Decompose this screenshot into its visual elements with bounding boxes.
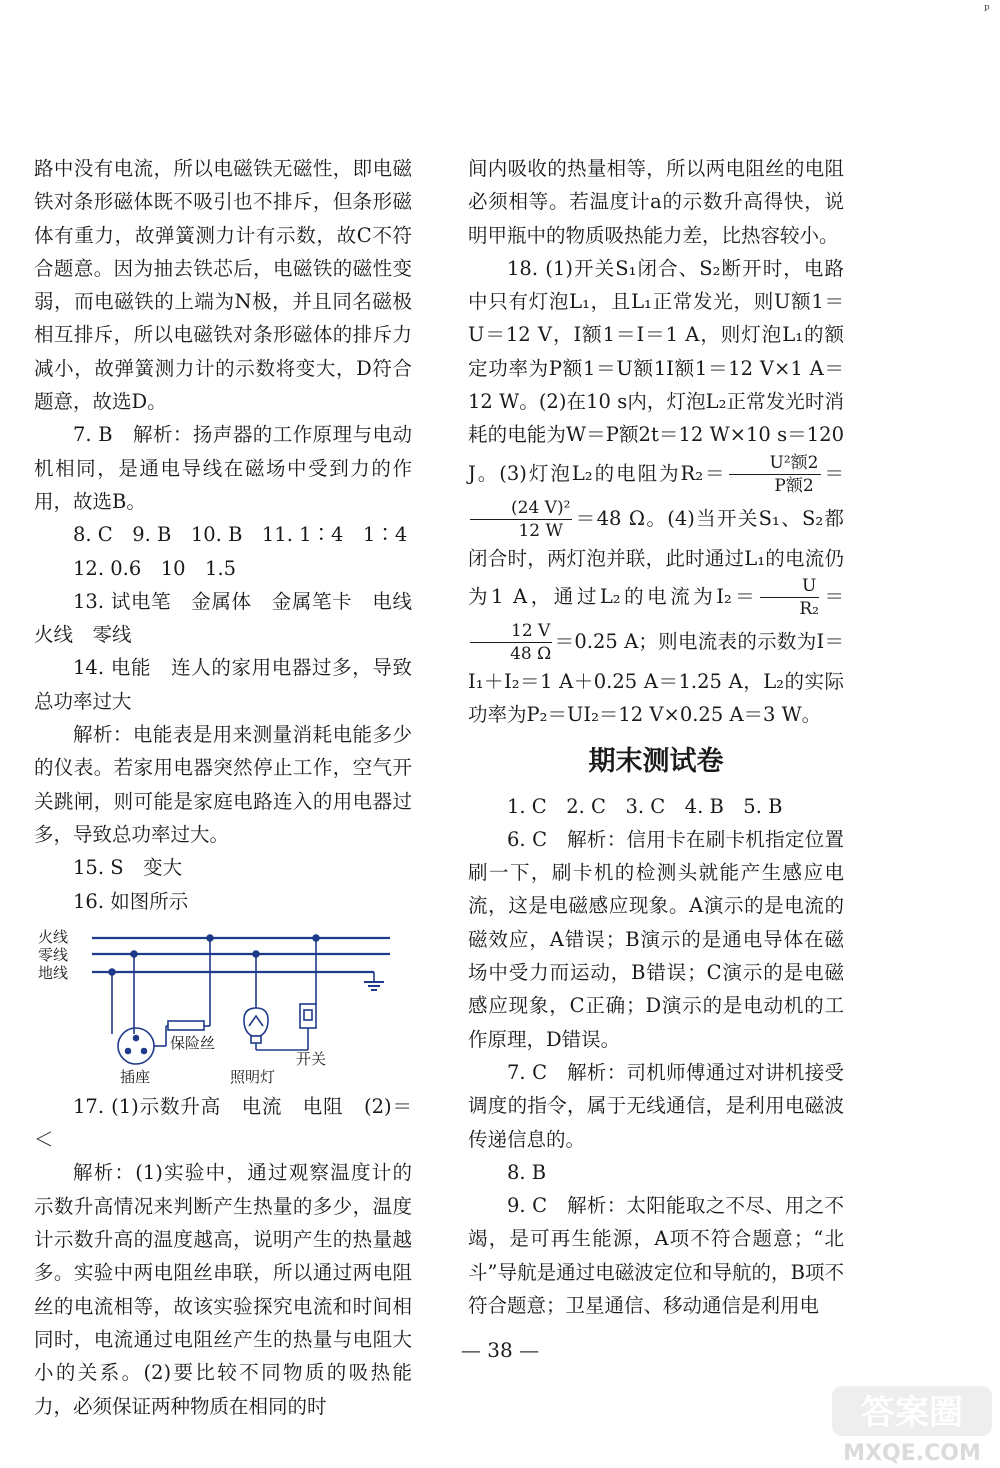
answer-18-equals-2: ＝	[820, 584, 844, 608]
answer-13: 13. 试电笔 金属体 金属笔卡 电线 火线 零线	[34, 589, 432, 647]
watermark-logo	[824, 1384, 1000, 1468]
answer-15: 15. S 变大	[73, 856, 183, 880]
final-answer-7: 7. C 解析：司机师傅通过对讲机接受调度的指令，属于无线通信，是利用电磁波传递信息的。	[468, 1060, 844, 1151]
left-column	[34, 152, 432, 1423]
final-answer-9: 9. C 解析：太阳能取之不尽、用之不竭，是可再生能源，A项不符合题意；“北斗”导航是通过电磁波定位和导航的，B项不符合题意；卫星通信、移动通信是利用电	[468, 1194, 844, 1318]
fraction-current-value	[470, 620, 552, 665]
answer-18-equals-1: ＝	[822, 461, 844, 485]
answer-14: 14. 电能 连人的家用电器过多，导致总功率过大	[34, 656, 412, 713]
page-footer	[0, 1338, 1000, 1362]
answer-18-part-c: ＝0.25 A；则电流表的示数为I＝I₁＋I₂＝1 A＋0.25 A＝1.25 A，L₂的实际功率为P₂＝UI₂＝12 V×0.25 A＝3 W。	[468, 629, 844, 727]
fraction-r2-denominator: P额2	[774, 475, 814, 496]
answer-18-part-a: 18. (1)开关S₁闭合、S₂断开时，电路中只有灯泡L₁，且L₁正常发光，则U额1＝U＝12 V，I额1＝I＝1 A，则灯泡L₁的额定功率为P额1＝U额1I额1＝12 V×1 A＝12 W。(2)在10 s内，灯泡L₂正常发光时消耗的电能为W＝P额2t＝12 W×10 s＝120 J。(3)灯泡L₂的电阻为R₂＝	[468, 256, 844, 485]
fraction-r2	[729, 452, 821, 497]
answer-7: 7. B 解析：扬声器的工作原理与电动机相同，是通电导线在磁场中受到力的作用，故选B。	[34, 423, 412, 513]
left-paragraph-1: 路中没有电流，所以电磁铁无磁性，即电磁铁对条形磁体既不吸引也不排斥，但条形磁体有重力，故弹簧测力计有示数，故C不符合题意。因为抽去铁芯后，电磁铁的磁性变弱，而电磁铁的上端为N极，并且同名磁极相互排斥，所以电磁铁对条形磁体的排斥力减小，故弹簧测力计的示数将变大，D符合题意，故选D。	[34, 157, 412, 414]
answer-18	[468, 252, 844, 732]
label-fire-wire: 火线	[38, 927, 69, 946]
label-lamp: 照明灯	[230, 1067, 276, 1086]
final-answer-8: 8. B	[507, 1160, 547, 1184]
household-circuit-diagram	[34, 920, 394, 1086]
fraction-voltage-power-denominator: 12 W	[518, 520, 563, 541]
fraction-current-value-denominator: 48 Ω	[510, 643, 552, 664]
label-socket: 插座	[120, 1067, 151, 1086]
answer-17-explanation: 解析：(1)实验中，通过观察温度计的示数升高情况来判断产生热量的多少，温度计示数升高的温度越高，说明产生的热量越多。实验中两电阻丝串联，所以通过两电阻丝的电流相等，故该实验探究电流和时间相同时，电流通过电阻丝产生的热量与电阻大小的关系。(2)要比较不同物质的吸热能力，必须保证两种物质在相同的时	[34, 1161, 412, 1418]
label-fuse: 保险丝	[170, 1033, 216, 1052]
page-dash-right: —	[519, 1338, 540, 1362]
fraction-voltage-power-numerator: (24 V)²	[470, 497, 572, 520]
answer-17: 17. (1)示数升高 电流 电阻 (2)＝ ＜	[34, 1094, 432, 1152]
final-answer-6: 6. C 解析：信用卡在刷卡机指定位置刷一下，刷卡机的检测头就能产生感应电流，这是电磁感应现象。A演示的是电流的磁效应，A错误；B演示的是通电导体在磁场中受力而运动，B错误；C演示的是电磁感应现象，C正确；D演示的是电动机的工作原理，D错误。	[468, 827, 844, 1051]
label-switch: 开关	[296, 1049, 327, 1068]
final-answers-1-5: 1. C 2. C 3. C 4. B 5. B	[507, 794, 783, 818]
answer-12: 12. 0.6 10 1.5	[73, 556, 237, 580]
fraction-current-value-numerator: 12 V	[470, 620, 552, 643]
fraction-i2-denominator: R₂	[799, 598, 819, 619]
fraction-r2-numerator: U²额2	[729, 452, 821, 475]
answer-16: 16. 如图所示	[73, 889, 189, 913]
watermark-top-text: 答案圈	[861, 1393, 963, 1433]
fraction-voltage-power	[470, 497, 572, 542]
fraction-i2-numerator: U	[760, 575, 819, 598]
label-ground-wire: 地线	[38, 963, 69, 982]
answer-18-part-b: ＝48 Ω。(4)当开关S₁、S₂都闭合时，两灯泡并联，此时通过L₁的电流仍为1 A，通过L₂的电流为I₂＝	[468, 506, 844, 608]
section-title: 期末测试卷	[588, 745, 724, 777]
fraction-i2	[760, 575, 819, 620]
answers-8-11: 8. C 9. B 10. B 11. 1∶4 1∶4	[73, 523, 408, 547]
label-zero-wire: 零线	[38, 945, 69, 964]
page-number: 38	[487, 1338, 513, 1362]
corner-mark: ᵖ	[984, 2, 990, 18]
right-paragraph-1: 间内吸收的热量相等，所以两电阻丝的电阻必须相等。若温度计a的示数升高得快，说明甲瓶中的物质吸热能力差，比热容较小。	[468, 157, 844, 247]
right-column	[468, 152, 844, 1322]
watermark-bottom-text: MXQE.COM	[843, 1441, 981, 1466]
answer-14-explanation: 解析：电能表是用来测量消耗电能多少的仪表。若家用电器突然停止工作，空气开关跳闸，则可能是家庭电路连入的用电器过多，导致总功率过大。	[34, 723, 412, 846]
page-dash-left: —	[460, 1338, 481, 1362]
